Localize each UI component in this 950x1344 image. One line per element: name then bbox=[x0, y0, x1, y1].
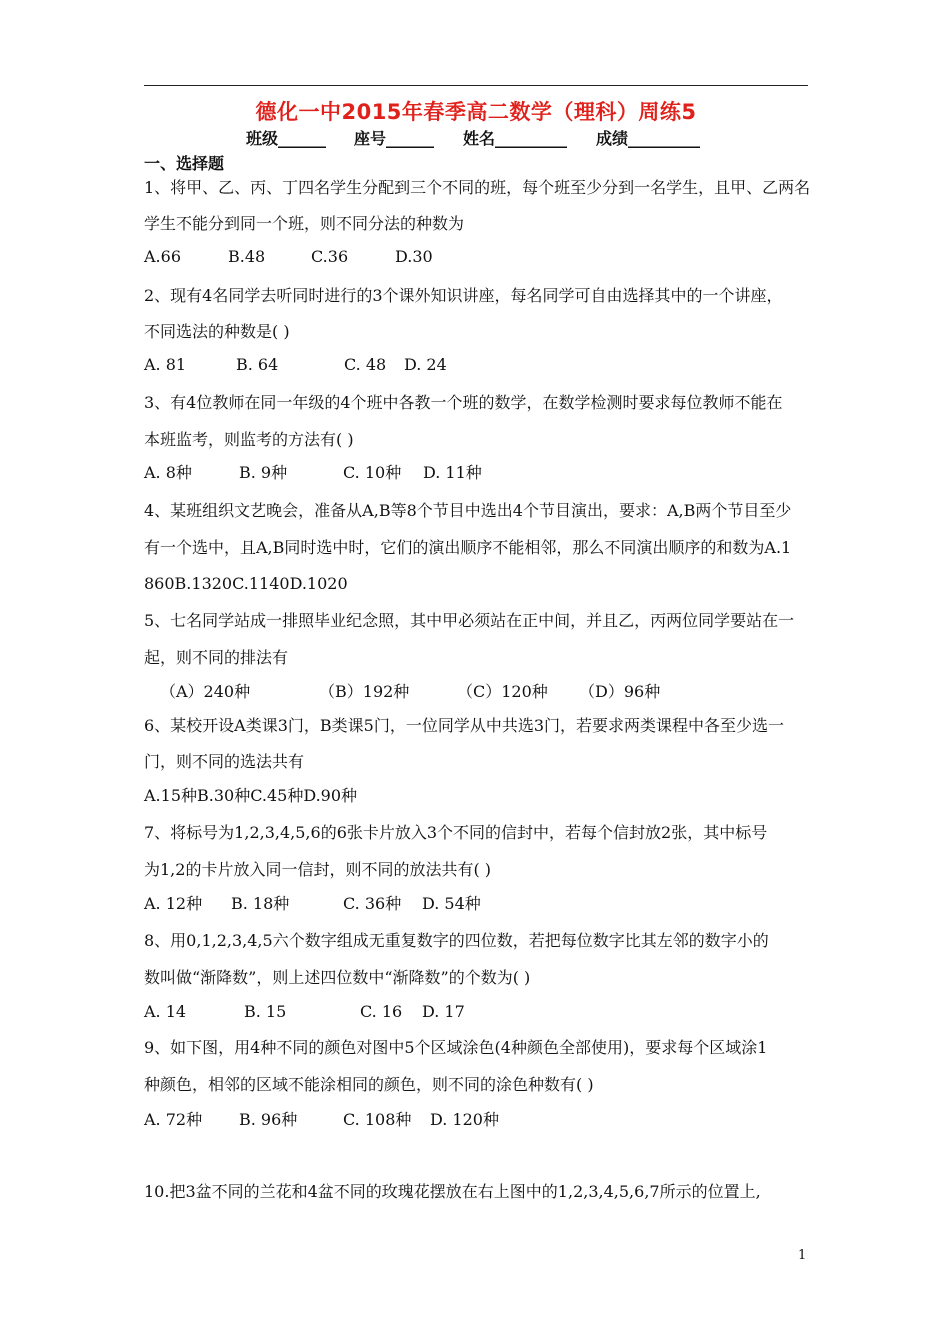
question-1-line-1: 1、将甲、乙、丙、丁四名学生分配到三个不同的班，每个班至少分到一名学生，且甲、乙两名 bbox=[144, 178, 811, 197]
question-5-option-d: （D）96种 bbox=[579, 682, 661, 701]
question-7-line-2: 为1,2的卡片放入同一信封，则不同的放法共有( ) bbox=[144, 860, 492, 879]
question-3-option-b: B. 9种 bbox=[239, 463, 288, 482]
question-2-option-d: D. 24 bbox=[404, 355, 447, 374]
question-10-line-1: 10.把3盆不同的兰花和4盆不同的玫瑰花摆放在右上图中的1,2,3,4,5,6,7所示的位置上, bbox=[144, 1182, 761, 1201]
question-9-line-1: 9、如下图，用4种不同的颜色对图中5个区域涂色(4种颜色全部使用)，要求每个区域涂1 bbox=[144, 1038, 768, 1057]
question-1-line-2: 学生不能分到同一个班，则不同分法的种数为 bbox=[144, 214, 465, 233]
question-6-line-2: 门，则不同的选法共有 bbox=[144, 752, 305, 771]
name-field: 姓名_________ bbox=[463, 129, 568, 148]
question-2-option-a: A. 81 bbox=[144, 355, 187, 374]
page-number: 1 bbox=[798, 1248, 807, 1263]
question-7-line-1: 7、将标号为1,2,3,4,5,6的6张卡片放入3个不同的信封中，若每个信封放2张，其中标号 bbox=[144, 823, 768, 842]
question-2-option-c: C. 48 bbox=[344, 355, 387, 374]
question-1-option-b: B.48 bbox=[228, 247, 266, 266]
question-3-line-1: 3、有4位教师在同一年级的4个班中各教一个班的数学，在数学检测时要求每位教师不能在 bbox=[144, 393, 783, 412]
question-3-option-c: C. 10种 bbox=[343, 463, 402, 482]
question-1-option-c: C.36 bbox=[311, 247, 349, 266]
score-field: 成绩_________ bbox=[596, 129, 701, 148]
question-3-option-d: D. 11种 bbox=[423, 463, 482, 482]
question-5-line-2: 起，则不同的排法有 bbox=[144, 648, 289, 667]
question-8-line-2: 数叫做“渐降数”，则上述四位数中“渐降数”的个数为( ) bbox=[144, 968, 531, 987]
question-3-line-2: 本班监考，则监考的方法有( ) bbox=[144, 430, 354, 449]
question-3-option-a: A. 8种 bbox=[144, 463, 192, 482]
page-title: 德化一中2015年春季高二数学（理科）周练5 bbox=[255, 100, 697, 124]
question-2-line-1: 2、现有4名同学去听同时进行的3个课外知识讲座，每名同学可自由选择其中的一个讲座， bbox=[144, 286, 783, 305]
question-2-option-b: B. 64 bbox=[236, 355, 279, 374]
header-rule bbox=[144, 85, 808, 86]
question-9-option-a: A. 72种 bbox=[144, 1110, 203, 1129]
question-6-options: A.15种B.30种C.45种D.90种 bbox=[144, 786, 358, 805]
question-8-option-b: B. 15 bbox=[244, 1002, 287, 1021]
question-7-option-d: D. 54种 bbox=[422, 894, 481, 913]
student-info-row bbox=[0, 126, 950, 150]
question-7-option-c: C. 36种 bbox=[343, 894, 402, 913]
question-7-option-a: A. 12种 bbox=[144, 894, 203, 913]
class-field: 班级______ bbox=[246, 129, 327, 148]
section-title: 一、选择题 bbox=[144, 154, 225, 173]
question-1-option-a: A.66 bbox=[144, 247, 181, 266]
question-8-option-c: C. 16 bbox=[360, 1002, 403, 1021]
question-4-line-3: 860B.1320C.1140D.1020 bbox=[144, 574, 348, 593]
question-8-option-d: D. 17 bbox=[422, 1002, 465, 1021]
question-9-option-d: D. 120种 bbox=[430, 1110, 499, 1129]
question-6-line-1: 6、某校开设A类课3门，B类课5门，一位同学从中共选3门，若要求两类课程中各至少选一 bbox=[144, 716, 785, 735]
question-9-line-2: 种颜色，相邻的区域不能涂相同的颜色，则不同的涂色种数有( ) bbox=[144, 1075, 594, 1094]
question-2-line-2: 不同选法的种数是( ) bbox=[144, 322, 290, 341]
question-5-option-b: （B）192种 bbox=[319, 682, 410, 701]
question-5-option-c: （C）120种 bbox=[457, 682, 548, 701]
question-5-option-a: （A）240种 bbox=[160, 682, 251, 701]
question-9-option-b: B. 96种 bbox=[239, 1110, 298, 1129]
seat-field: 座号______ bbox=[354, 129, 435, 148]
question-8-line-1: 8、用0,1,2,3,4,5六个数字组成无重复数字的四位数，若把每位数字比其左邻的数字小的 bbox=[144, 931, 769, 950]
question-1-option-d: D.30 bbox=[395, 247, 433, 266]
question-8-option-a: A. 14 bbox=[144, 1002, 187, 1021]
question-9-option-c: C. 108种 bbox=[343, 1110, 412, 1129]
question-4-line-1: 4、某班组织文艺晚会，准备从A,B等8个节目中选出4个节目演出，要求：A,B两个节目至少 bbox=[144, 501, 792, 520]
question-7-option-b: B. 18种 bbox=[231, 894, 290, 913]
question-4-line-2: 有一个选中，且A,B同时选中时，它们的演出顺序不能相邻，那么不同演出顺序的和数为A.1 bbox=[144, 538, 792, 557]
question-5-line-1: 5、七名同学站成一排照毕业纪念照，其中甲必须站在正中间，并且乙，丙两位同学要站在一 bbox=[144, 611, 795, 630]
